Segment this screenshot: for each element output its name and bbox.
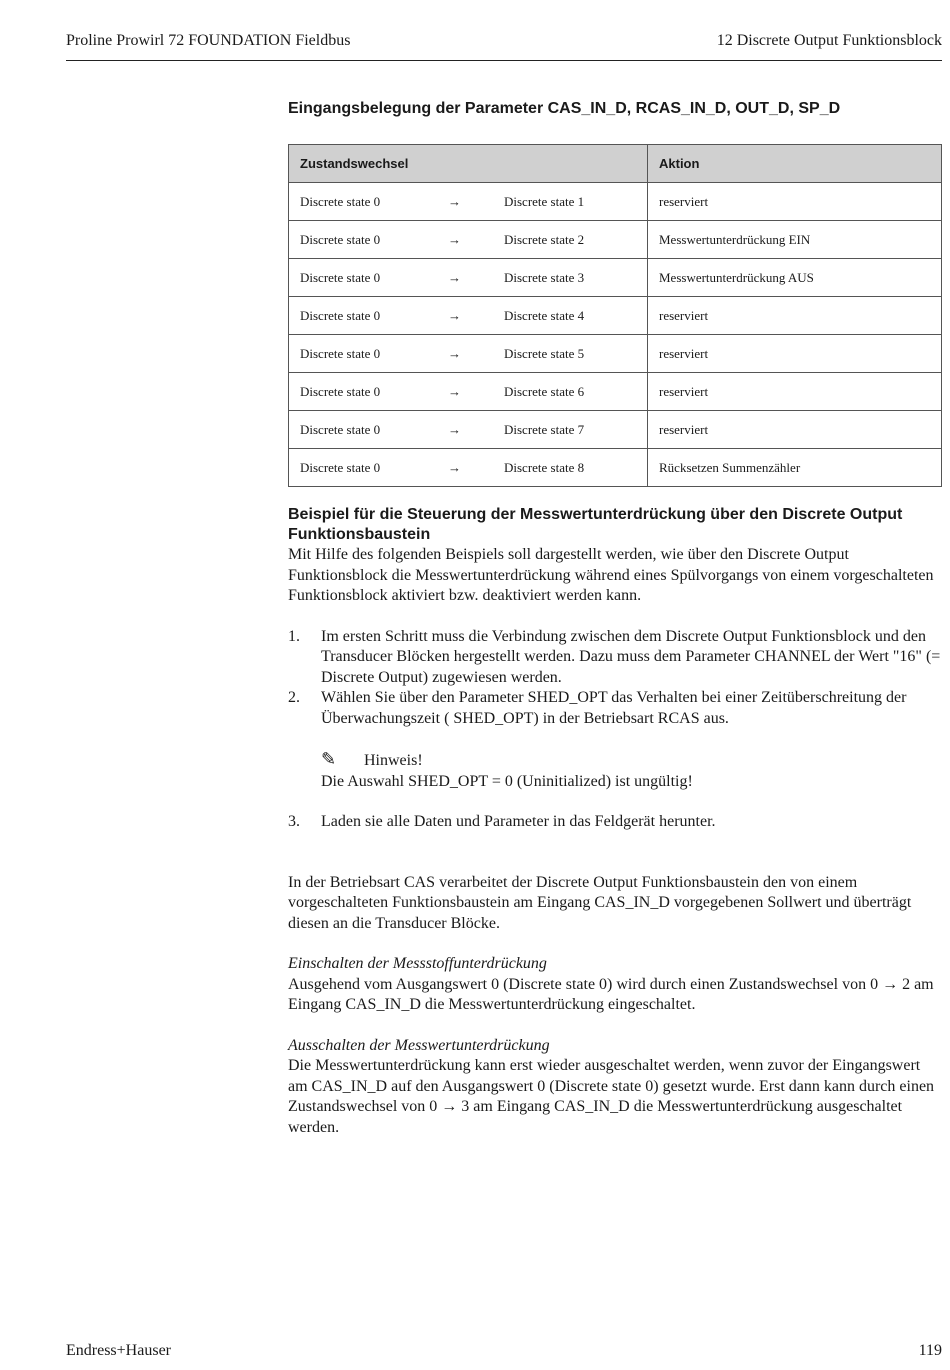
arrow-icon: → <box>448 231 461 247</box>
example-heading: Beispiel für die Steuerung der Messwertunterdrückung über den Discrete Output Funktionsbaustein <box>288 506 903 543</box>
to-state: Discrete state 5 <box>504 345 585 361</box>
pencil-icon: ✎ <box>321 749 337 769</box>
arrow-icon: → <box>448 459 461 475</box>
from-state: Discrete state 0 <box>300 345 381 361</box>
to-state: Discrete state 2 <box>504 231 585 247</box>
activation-subheading: Einschalten der Messstoffunterdrückung <box>288 955 547 972</box>
state-cell <box>289 183 648 221</box>
main-content <box>288 98 942 1138</box>
footer-brand: Endress+Hauser <box>66 1342 171 1359</box>
to-state: Discrete state 6 <box>504 383 585 399</box>
arrow-icon: → <box>448 193 461 209</box>
header-divider <box>66 60 942 61</box>
from-state: Discrete state 0 <box>300 269 381 285</box>
table-row <box>289 335 942 373</box>
note-text: Die Auswahl SHED_OPT = 0 (Uninitialized) ist ungültig! <box>321 772 693 790</box>
from-state: Discrete state 0 <box>300 193 381 209</box>
action-cell: reserviert <box>648 411 942 449</box>
state-cell <box>289 221 648 259</box>
arrow-icon: → <box>448 269 461 285</box>
to-state: Discrete state 1 <box>504 193 585 209</box>
list-item <box>288 812 942 833</box>
steps-list <box>288 627 942 730</box>
deactivation-subheading: Ausschalten der Messwertunterdrückung <box>288 1036 550 1054</box>
arrow-icon: → <box>448 345 461 361</box>
from-state: Discrete state 0 <box>300 307 381 323</box>
state-cell <box>289 449 648 487</box>
list-item <box>288 627 942 689</box>
list-item <box>288 688 942 729</box>
arrow-icon: → <box>448 421 461 437</box>
to-state: Discrete state 4 <box>504 307 585 323</box>
step-number: 3. <box>288 813 300 830</box>
state-cell <box>289 297 648 335</box>
from-state: Discrete state 0 <box>300 231 381 247</box>
action-cell: Messwertunterdrückung EIN <box>648 221 942 259</box>
note-box <box>321 749 942 792</box>
from-state: Discrete state 0 <box>300 383 381 399</box>
running-header-title: Proline Prowirl 72 FOUNDATION Fieldbus <box>66 32 351 49</box>
to-state: Discrete state 3 <box>504 269 585 285</box>
table-title: Eingangsbelegung der Parameter CAS_IN_D, RCAS_IN_D, OUT_D, SP_D <box>288 100 841 117</box>
state-cell <box>289 373 648 411</box>
table-row <box>289 297 942 335</box>
from-state: Discrete state 0 <box>300 459 381 475</box>
cas-paragraph: In der Betriebsart CAS verarbeitet der Discrete Output Funktionsbaustein den von einem vorgeschalteten Funktionsbaustein am Eingang CAS_IN_D vorgegebenen Sollwert und überträgt diesen an die Transducer Blöcke. <box>288 873 912 932</box>
state-transition-table <box>288 144 942 487</box>
steps-list-continued <box>288 812 942 833</box>
table-row <box>289 411 942 449</box>
table-header-row <box>289 145 942 183</box>
table-row <box>289 449 942 487</box>
step-number: 1. <box>288 627 300 645</box>
action-cell: reserviert <box>648 183 942 221</box>
step-number: 2. <box>288 689 300 706</box>
table-row <box>289 221 942 259</box>
from-state: Discrete state 0 <box>300 421 381 437</box>
arrow-icon: → <box>448 307 461 323</box>
step-text: Wählen Sie über den Parameter SHED_OPT das Verhalten bei einer Zeitüberschreitung der Überwachungszeit ( SHED_OPT) in der Betriebsart RCAS aus. <box>321 689 907 727</box>
table-row <box>289 259 942 297</box>
example-intro: Mit Hilfe des folgenden Beispiels soll dargestellt werden, wie über den Discrete Output Funktionsblock die Messwertunterdrückung während eines Spülvorgangs von einem vorgeschalteten Funktionsblock aktiviert bzw. deaktiviert werden kann. <box>288 546 934 604</box>
table-row <box>289 183 942 221</box>
table-row <box>289 373 942 411</box>
deactivation-text: Die Messwertunterdrückung kann erst wieder ausgeschaltet werden, wenn zuvor der Eingangswert am CAS_IN_D auf den Ausgangswert 0 (Discrete state 0) gesetzt wurde. Erst dann kann durch einen Zustandswechsel von 0 → 3 am Eingang CAS_IN_D die Messwertunterdrückung ausgeschaltet werden. <box>288 1057 935 1136</box>
state-cell <box>289 335 648 373</box>
action-cell: Messwertunterdrückung AUS <box>648 259 942 297</box>
column-header-action: Aktion <box>648 145 942 183</box>
step-text: Laden sie alle Daten und Parameter in das Feldgerät herunter. <box>321 813 716 830</box>
activation-text: Ausgehend vom Ausgangswert 0 (Discrete state 0) wird durch einen Zustandswechsel von 0 → 2 am Eingang CAS_IN_D die Messwertunterdrückung eingeschaltet. <box>288 975 934 1013</box>
page-number: 119 <box>918 1342 942 1359</box>
action-cell: reserviert <box>648 373 942 411</box>
step-text: Im ersten Schritt muss die Verbindung zwischen dem Discrete Output Funktionsblock und den Transducer Blöcken hergestellt werden. Dazu muss dem Parameter CHANNEL der Wert "16" (= Discrete Output) zugewiesen werden. <box>321 627 941 686</box>
action-cell: Rücksetzen Summenzähler <box>648 449 942 487</box>
table-body <box>289 183 942 487</box>
column-header-state: Zustandswechsel <box>289 145 648 183</box>
to-state: Discrete state 8 <box>504 459 585 475</box>
to-state: Discrete state 7 <box>504 421 585 437</box>
arrow-icon: → <box>448 383 461 399</box>
note-title: Hinweis! <box>364 752 423 769</box>
running-header-chapter: 12 Discrete Output Funktionsblock <box>716 32 942 49</box>
action-cell: reserviert <box>648 335 942 373</box>
action-cell: reserviert <box>648 297 942 335</box>
state-cell <box>289 259 648 297</box>
state-cell <box>289 411 648 449</box>
